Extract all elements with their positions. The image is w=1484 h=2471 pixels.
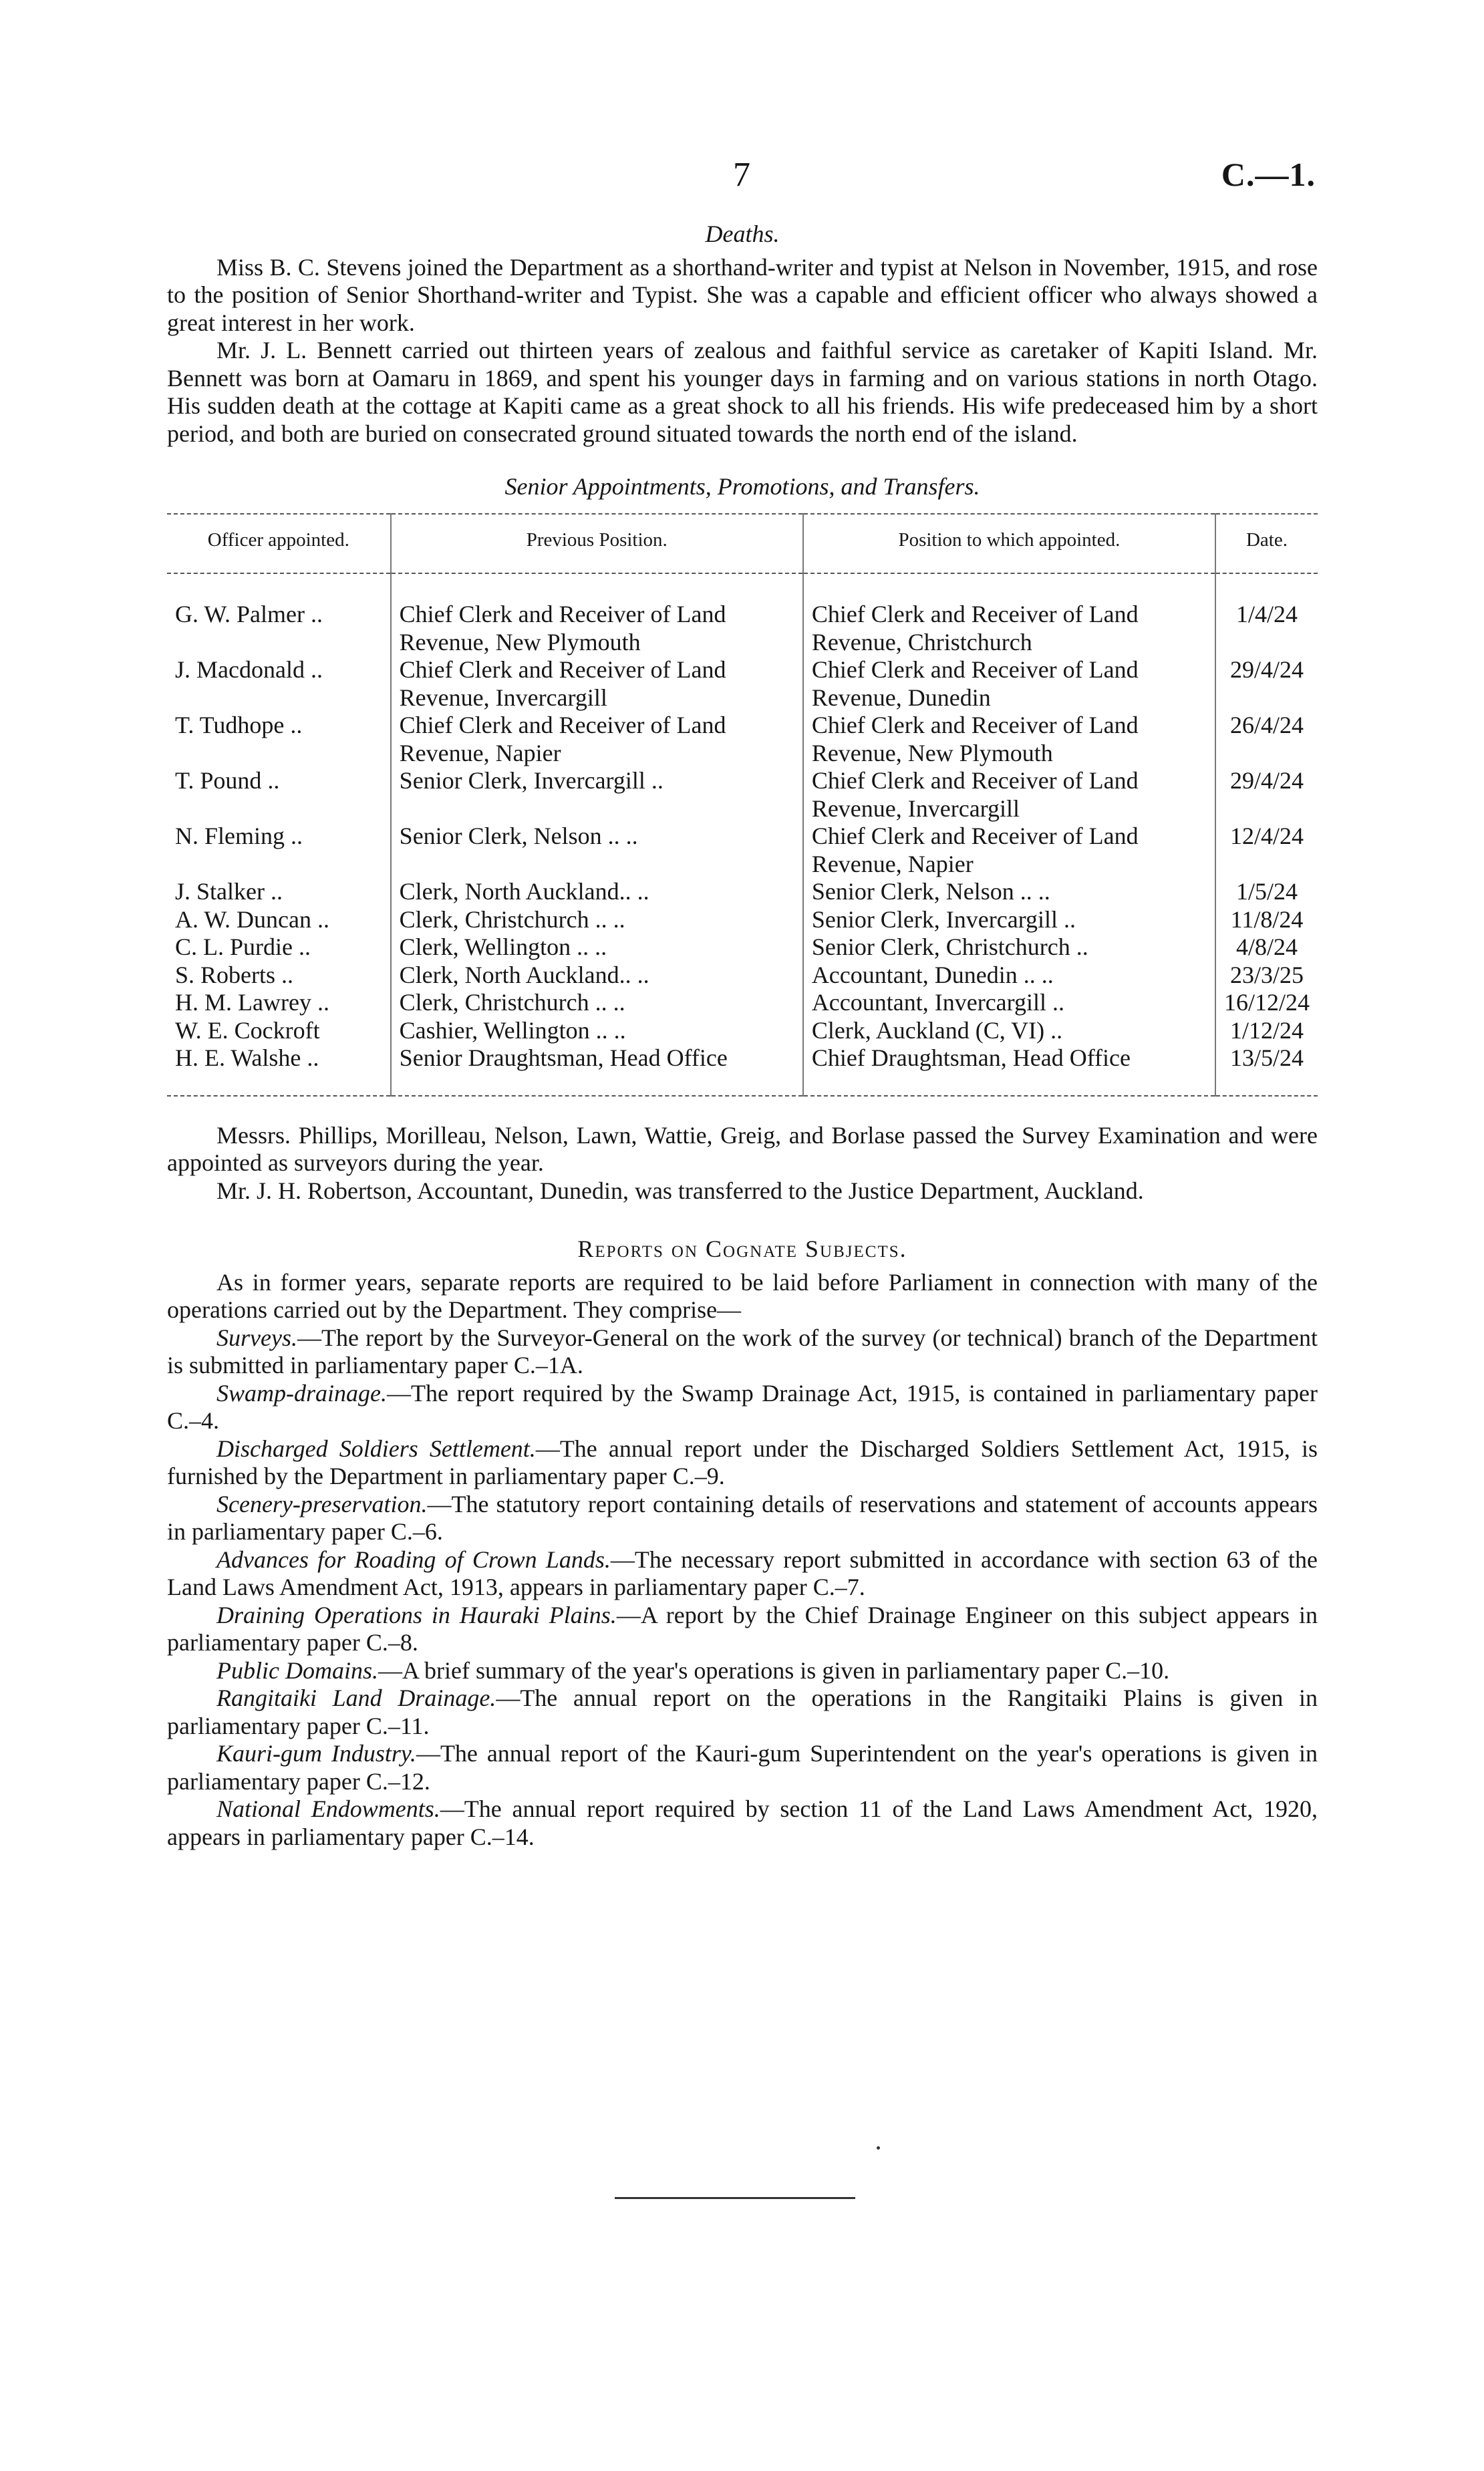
report-item-label: Kauri-gum Industry.	[216, 1740, 416, 1767]
previous-position-cell: Chief Clerk and Receiver of Land Revenue, Invercargill	[391, 656, 803, 712]
table-row	[167, 906, 1318, 934]
report-item-label: Public Domains.	[216, 1656, 378, 1684]
appointed-position-cell: Accountant, Dunedin .. ..	[803, 962, 1215, 990]
table-header-row	[167, 514, 1318, 574]
report-item	[167, 1435, 1318, 1491]
report-item-text: —The necessary report submitted in accordance with section 63 of the Land Laws Amendment Act, 1913, appears in parliamentary paper C.–7.	[167, 1546, 1318, 1600]
report-item-label: Surveys.	[216, 1324, 297, 1351]
report-item-text: —A report by the Chief Drainage Engineer on this subject appears in parliamentary paper C.–8.	[167, 1601, 1318, 1656]
appointed-position-cell: Chief Clerk and Receiver of Land Revenue, Christchurch	[803, 573, 1215, 656]
officer-cell: W. E. Cockroft	[175, 1016, 320, 1044]
date-cell: 1/12/24	[1215, 1017, 1318, 1045]
date-cell: 11/8/24	[1215, 906, 1318, 934]
officer-cell: H. E. Walshe ..	[175, 1044, 319, 1071]
report-item-label: Advances for Roading of Crown Lands.	[216, 1546, 611, 1573]
report-item-label: Swamp-drainage.	[216, 1379, 387, 1407]
date-cell: 29/4/24	[1215, 656, 1318, 712]
officer-cell: H. M. Lawrey ..	[175, 989, 329, 1016]
report-item-text: —The statutory report containing details of reservations and statement of accounts appears in parliamentary paper C.–6.	[167, 1490, 1318, 1545]
table-row	[167, 933, 1318, 962]
officer-cell: A. W. Duncan ..	[175, 905, 329, 933]
previous-position-cell: Clerk, North Auckland.. ..	[391, 962, 803, 990]
date-cell: 23/3/25	[1215, 962, 1318, 990]
officer-cell: T. Pound ..	[175, 767, 280, 794]
table-row	[167, 767, 1318, 823]
date-cell: 1/4/24	[1215, 573, 1318, 656]
report-item	[167, 1602, 1318, 1657]
table-row	[167, 962, 1318, 990]
date-cell: 13/5/24	[1215, 1044, 1318, 1096]
report-item	[167, 1740, 1318, 1795]
appointed-position-cell: Accountant, Invercargill ..	[803, 989, 1215, 1017]
previous-position-cell: Clerk, North Auckland.. ..	[391, 878, 803, 906]
reports-intro: As in former years, separate reports are required to be laid before Parliament in connection with many of the operations carried out by the Department. They comprise—	[167, 1268, 1318, 1323]
table-row	[167, 878, 1318, 906]
report-item-text: —The annual report of the Kauri-gum Superintendent on the year's operations is given in parliamentary paper C.–12.	[167, 1740, 1318, 1795]
date-cell: 29/4/24	[1215, 767, 1318, 823]
date-cell: 4/8/24	[1215, 933, 1318, 962]
reports-heading: Reports on Cognate Subjects.	[577, 1236, 907, 1262]
table-row	[167, 1044, 1318, 1096]
report-item-label: Scenery-preservation.	[216, 1490, 428, 1517]
appointed-position-cell: Senior Clerk, Christchurch ..	[803, 933, 1215, 962]
appointments-heading: Senior Appointments, Promotions, and Transfers.	[504, 473, 980, 500]
column-header-date: Date.	[1215, 514, 1318, 574]
page-number: 7	[733, 156, 750, 194]
previous-position-cell: Senior Draughtsman, Head Office	[391, 1044, 803, 1096]
report-reference: C.—1.	[1221, 156, 1316, 193]
transfer-note: Mr. J. H. Robertson, Accountant, Dunedin, was transferred to the Justice Department, Auckland.	[216, 1177, 1144, 1204]
date-cell: 12/4/24	[1215, 823, 1318, 878]
officer-cell: C. L. Purdie ..	[175, 933, 311, 960]
officer-cell: T. Tudhope ..	[175, 712, 303, 738]
report-item-text: —The report by the Surveyor-General on the work of the survey (or technical) branch of the Department is submitted in parliamentary paper C.–1A.	[167, 1324, 1318, 1378]
appointed-position-cell: Clerk, Auckland (C, VI) ..	[803, 1017, 1215, 1045]
date-cell: 1/5/24	[1215, 878, 1318, 906]
previous-position-cell: Clerk, Christchurch .. ..	[391, 906, 803, 934]
previous-position-cell: Clerk, Wellington .. ..	[391, 933, 803, 962]
appointed-position-cell: Senior Clerk, Invercargill ..	[803, 906, 1215, 934]
report-item-text: —The report required by the Swamp Drainage Act, 1915, is contained in parliamentary paper C.–4.	[167, 1379, 1318, 1434]
date-cell: 26/4/24	[1215, 712, 1318, 767]
report-item	[167, 1657, 1318, 1685]
report-item	[167, 1491, 1318, 1546]
ink-dot	[877, 2146, 880, 2150]
report-item-label: National Endowments.	[216, 1795, 440, 1822]
appointed-position-cell: Senior Clerk, Nelson .. ..	[803, 878, 1215, 906]
previous-position-cell: Senior Clerk, Invercargill ..	[391, 767, 803, 823]
previous-position-cell: Clerk, Christchurch .. ..	[391, 989, 803, 1017]
deaths-heading: Deaths.	[705, 221, 780, 247]
report-item-label: Draining Operations in Hauraki Plains.	[216, 1601, 617, 1628]
table-row	[167, 712, 1318, 767]
appointed-position-cell: Chief Clerk and Receiver of Land Revenue, New Plymouth	[803, 712, 1215, 767]
officer-cell: G. W. Palmer ..	[175, 601, 323, 627]
date-cell: 16/12/24	[1215, 989, 1318, 1017]
report-item-text: —A brief summary of the year's operations is given in parliamentary paper C.–10.	[378, 1656, 1170, 1684]
previous-position-cell: Cashier, Wellington .. ..	[391, 1017, 803, 1045]
column-header-previous: Previous Position.	[391, 514, 803, 574]
report-item-text: —The annual report on the operations in the Rangitaiki Plains is given in parliamentary paper C.–11.	[167, 1685, 1318, 1739]
appointed-position-cell: Chief Clerk and Receiver of Land Revenue, Invercargill	[803, 767, 1215, 823]
report-item	[167, 1795, 1318, 1851]
officer-cell: S. Roberts ..	[175, 961, 294, 988]
page-content	[167, 221, 1318, 1851]
officer-cell: J. Macdonald ..	[175, 656, 323, 683]
report-item	[167, 1380, 1318, 1435]
previous-position-cell: Senior Clerk, Nelson .. ..	[391, 823, 803, 878]
table-row	[167, 989, 1318, 1017]
column-header-appointed: Position to which appointed.	[803, 514, 1215, 574]
table-row	[167, 656, 1318, 712]
report-item-label: Discharged Soldiers Settlement.	[216, 1435, 536, 1462]
appointed-position-cell: Chief Draughtsman, Head Office	[803, 1044, 1215, 1096]
previous-position-cell: Chief Clerk and Receiver of Land Revenue, New Plymouth	[391, 573, 803, 656]
table-row	[167, 823, 1318, 878]
deaths-paragraph: Miss B. C. Stevens joined the Department as a shorthand-writer and typist at Nelson in November, 1915, and rose to the position of Senior Shorthand-writer and Typist. She was a capable and efficient officer who always showed a great interest in her work.	[167, 253, 1318, 336]
column-header-officer: Officer appointed.	[167, 514, 391, 574]
table-row	[167, 1017, 1318, 1045]
appointed-position-cell: Chief Clerk and Receiver of Land Revenue, Dunedin	[803, 656, 1215, 712]
report-item	[167, 1324, 1318, 1380]
end-rule	[615, 2197, 855, 2199]
deaths-paragraph: Mr. J. L. Bennett carried out thirteen years of zealous and faithful service as caretaker of Kapiti Island. Mr. Bennett was born at Oamaru in 1869, and spent his younger days in farming and on various stations in north Otago. His sudden death at the cottage at Kapiti came as a great shock to all his friends. His wife predeceased him by a short period, and both are buried on consecrated ground situated towards the north end of the island.	[167, 337, 1318, 447]
appointments-table	[167, 513, 1318, 1097]
officer-cell: J. Stalker ..	[175, 878, 283, 905]
previous-position-cell: Chief Clerk and Receiver of Land Revenue, Napier	[391, 712, 803, 767]
appointed-position-cell: Chief Clerk and Receiver of Land Revenue, Napier	[803, 823, 1215, 878]
report-item-label: Rangitaiki Land Drainage.	[216, 1685, 496, 1711]
report-item-text: —The annual report under the Discharged Soldiers Settlement Act, 1915, is furnished by the Department in parliamentary paper C.–9.	[167, 1435, 1318, 1489]
report-item	[167, 1546, 1318, 1602]
officer-cell: N. Fleming ..	[175, 823, 303, 849]
survey-examination-note: Messrs. Phillips, Morilleau, Nelson, Lawn, Wattie, Greig, and Borlase passed the Survey Examination and were appointed as surveyors during the year.	[167, 1121, 1318, 1176]
table-row	[167, 573, 1318, 656]
report-item	[167, 1685, 1318, 1740]
report-item-text: —The annual report required by section 11 of the Land Laws Amendment Act, 1920, appears in parliamentary paper C.–14.	[167, 1795, 1318, 1850]
